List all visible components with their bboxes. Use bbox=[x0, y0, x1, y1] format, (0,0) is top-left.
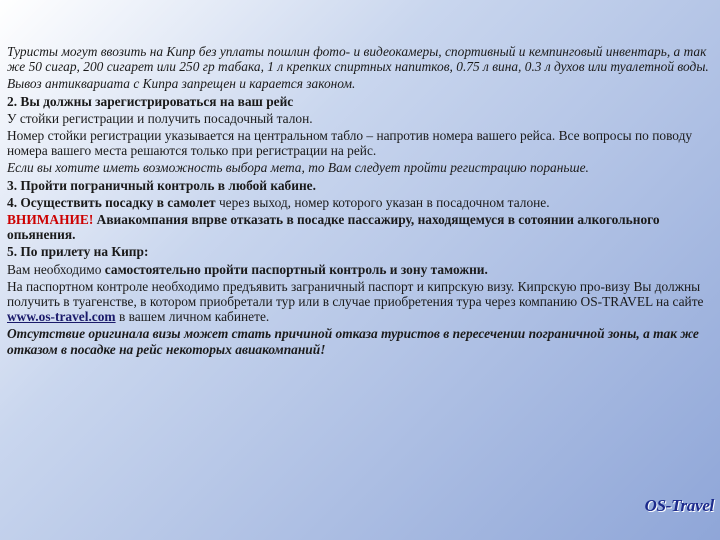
antiques-paragraph: Вывоз антиквариата с Кипра запрещен и карается законом. bbox=[7, 76, 356, 92]
step5-end: . bbox=[484, 261, 488, 277]
step5-paragraph bbox=[7, 262, 715, 277]
step4-text: через выход, номер которого указан в посадочном талоне. bbox=[215, 194, 550, 210]
passport-text: На паспортном контроле необходимо предъявить заграничный паспорт и кипрскую визу. Кипрскую про-визу Вы должны получить в туагенстве, в котором приобретали тур или в случае приобретения тура через компанию OS-TRAVEL на сайте bbox=[7, 278, 704, 310]
passport-paragraph bbox=[7, 279, 715, 325]
customs-paragraph: Туристы могут ввозить на Кипр без уплаты пошлин фото- и видеокамеры, спортивный и кемпинговый инвентарь, а так же 50 сигар, 200 сигарет или 250 гр табака, 1 л крепких спиртных напитков, 0.75 л вина, 0.3 л духов или туалетной воды. bbox=[7, 44, 709, 75]
os-travel-link[interactable]: www.os-travel.com bbox=[7, 309, 116, 325]
step4-paragraph bbox=[7, 195, 715, 210]
document-body bbox=[7, 44, 715, 359]
step5-lead: Вам необходимо bbox=[7, 261, 105, 277]
step4-heading: 4. Осуществить посадку в самолет bbox=[7, 194, 216, 210]
step3-heading: 3. Пройти пограничный контроль в любой кабине. bbox=[7, 177, 316, 193]
warning-paragraph bbox=[7, 212, 715, 242]
step2-heading: 2. Вы должны зарегистрироваться на ваш рейс bbox=[7, 93, 294, 109]
warning-text: Авиакомпания впрве отказать в посадке пассажиру, находящемуся в сотоянии алкогольного опьянения. bbox=[7, 212, 660, 243]
step2-text: У стойки регистрации и получить посадочный талон. bbox=[7, 110, 313, 126]
step5-bold: самостоятельно пройти паспортный контроль и зону таможни bbox=[104, 261, 485, 277]
passport-end: в вашем личном кабинете. bbox=[115, 309, 270, 325]
step2-seat-note: Если вы хотите иметь возможность выбора мета, то Вам следует пройти регистрацию пораньше. bbox=[7, 160, 589, 176]
visa-warning-paragraph: Отсутствие оригинала визы может стать причиной отказа туристов в пересечении пограничной зоны, а так же отказом в посадке на рейс некоторых авиакомпаний! bbox=[7, 326, 699, 357]
step2-desk-paragraph: Номер стойки регистрации указывается на центральном табло – напротив номера вашего рейса. Все вопросы по поводу номера вашего места решаются только при регистрации на рейс. bbox=[7, 128, 693, 159]
step5-heading: 5. По прилету на Кипр: bbox=[7, 244, 149, 260]
warning-label: ВНИМАНИЕ! bbox=[7, 212, 94, 228]
os-travel-logo: OS-Travel bbox=[644, 496, 714, 515]
